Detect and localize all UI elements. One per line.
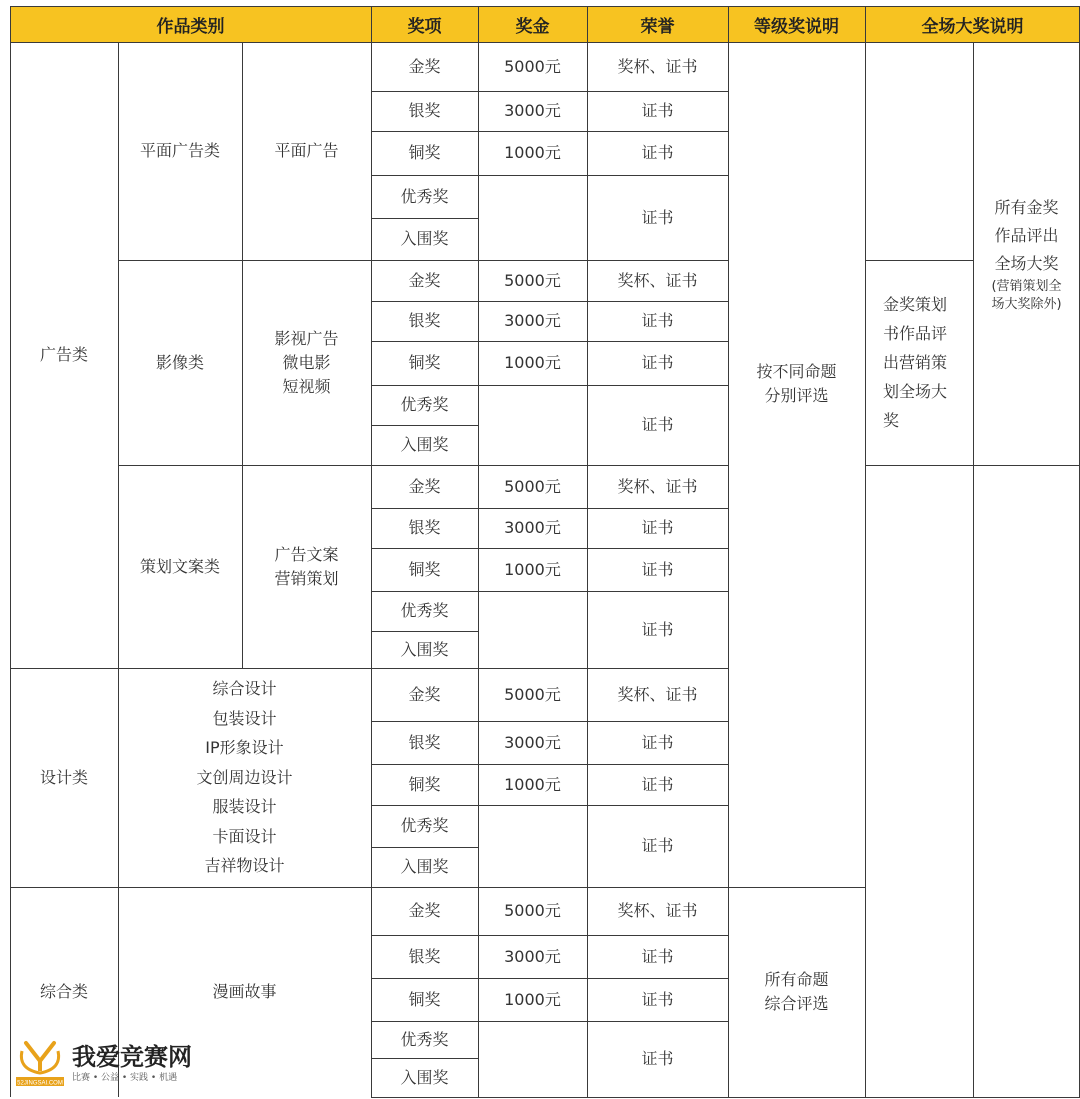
category-design: 设计类 xyxy=(39,767,88,787)
logo-domain: 52JINGSAI.COM xyxy=(17,1080,63,1087)
award-finalist: 入围奖 xyxy=(400,639,449,659)
grid-line xyxy=(728,1097,865,1098)
prize-silver: 3000元 xyxy=(504,732,561,752)
honor-silver: 证书 xyxy=(641,518,674,537)
grade-note-all-topics: 所有命题 综合评选 xyxy=(764,970,829,1013)
grid-line xyxy=(10,6,1080,7)
award-silver: 银奖 xyxy=(408,101,441,120)
header-honor: 荣誉 xyxy=(587,6,728,42)
honor-excellent-finalist: 证书 xyxy=(641,1049,674,1068)
award-silver: 银奖 xyxy=(408,311,441,330)
award-gold: 金奖 xyxy=(408,901,441,920)
honor-silver: 证书 xyxy=(641,732,674,752)
honor-excellent-finalist: 证书 xyxy=(641,619,674,639)
award-finalist: 入围奖 xyxy=(400,229,449,248)
prize-gold: 5000元 xyxy=(504,684,561,704)
sub-video: 影视广告 微电影 短视频 xyxy=(274,328,339,396)
award-silver: 银奖 xyxy=(408,946,441,966)
award-silver: 银奖 xyxy=(408,732,441,752)
sub-print: 平面广告 xyxy=(274,141,339,160)
award-bronze: 铜奖 xyxy=(408,989,441,1009)
award-bronze: 铜奖 xyxy=(408,143,441,162)
header-category: 作品类别 xyxy=(10,6,371,42)
header-award: 奖项 xyxy=(371,6,478,42)
grid-line xyxy=(371,1097,728,1098)
prize-bronze: 1000元 xyxy=(504,143,561,162)
grand-note-all-gold xyxy=(973,42,1080,465)
honor-bronze: 证书 xyxy=(641,143,674,162)
award-finalist: 入围奖 xyxy=(400,1067,449,1087)
grid-line xyxy=(865,6,866,1097)
logo-name: 我爱竞赛网 xyxy=(72,1042,192,1071)
honor-bronze: 证书 xyxy=(641,559,674,579)
honor-gold: 奖杯、证书 xyxy=(617,270,698,290)
honor-bronze: 证书 xyxy=(641,353,674,372)
award-excellent: 优秀奖 xyxy=(400,395,449,414)
grand-note-all-gold-main: 所有金奖 作品评出 全场大奖 xyxy=(994,197,1059,273)
trophy-logo-icon xyxy=(12,1039,68,1089)
sub-comic: 漫画故事 xyxy=(212,982,277,1001)
prize-gold: 5000元 xyxy=(504,270,561,290)
honor-bronze: 证书 xyxy=(641,774,674,794)
award-finalist: 入围奖 xyxy=(400,435,449,454)
grand-note-all-gold-note: (营销策划全 场大奖除外) xyxy=(991,278,1062,312)
grid-line xyxy=(865,465,1080,466)
award-excellent: 优秀奖 xyxy=(400,816,449,835)
group-copy: 策划文案类 xyxy=(139,556,220,576)
category-comprehensive: 综合类 xyxy=(39,982,88,1001)
sub-copy: 广告文案 营销策划 xyxy=(274,544,339,588)
award-excellent: 优秀奖 xyxy=(400,186,449,206)
award-gold: 金奖 xyxy=(408,476,441,496)
honor-excellent-finalist: 证书 xyxy=(641,207,674,227)
category-ad: 广告类 xyxy=(39,345,88,364)
honor-gold: 奖杯、证书 xyxy=(617,901,698,920)
honor-silver: 证书 xyxy=(641,946,674,966)
honor-gold: 奖杯、证书 xyxy=(617,476,698,496)
award-bronze: 铜奖 xyxy=(408,774,441,794)
honor-silver: 证书 xyxy=(641,101,674,120)
group-print: 平面广告类 xyxy=(139,141,220,160)
grand-note-planning: 金奖策划 书作品评 出营销策 划全场大 奖 xyxy=(883,295,948,430)
prize-silver: 3000元 xyxy=(504,311,561,330)
prize-bronze: 1000元 xyxy=(504,989,561,1009)
prize-silver: 3000元 xyxy=(504,946,561,966)
award-bronze: 铜奖 xyxy=(408,353,441,372)
site-logo xyxy=(12,1038,192,1090)
prize-gold: 5000元 xyxy=(504,56,561,76)
award-finalist: 入围奖 xyxy=(400,857,449,876)
prize-gold: 5000元 xyxy=(504,901,561,920)
honor-silver: 证书 xyxy=(641,311,674,330)
grade-note-by-topic: 按不同命题 分别评选 xyxy=(756,361,837,405)
prize-gold: 5000元 xyxy=(504,476,561,496)
award-excellent: 优秀奖 xyxy=(400,1029,449,1049)
header-grand-desc: 全场大奖说明 xyxy=(865,6,1080,42)
header-prize: 奖金 xyxy=(478,6,587,42)
award-gold: 金奖 xyxy=(408,270,441,290)
honor-excellent-finalist: 证书 xyxy=(641,836,674,855)
prize-bronze: 1000元 xyxy=(504,774,561,794)
group-video: 影像类 xyxy=(155,352,204,372)
prize-silver: 3000元 xyxy=(504,101,561,120)
logo-text xyxy=(72,1043,192,1085)
logo-slogan: 比赛 • 公益 • 实践 • 机遇 xyxy=(72,1073,178,1083)
prize-bronze: 1000元 xyxy=(504,353,561,372)
honor-bronze: 证书 xyxy=(641,989,674,1009)
award-bronze: 铜奖 xyxy=(408,559,441,579)
honor-gold: 奖杯、证书 xyxy=(617,56,698,76)
header-grade-desc: 等级奖说明 xyxy=(728,6,865,42)
prize-bronze: 1000元 xyxy=(504,559,561,579)
prize-silver: 3000元 xyxy=(504,518,561,537)
honor-excellent-finalist: 证书 xyxy=(641,415,674,434)
award-gold: 金奖 xyxy=(408,56,441,76)
sub-design: 综合设计 包装设计 IP形象设计 文创周边设计 服装设计 卡面设计 吉祥物设计 xyxy=(196,679,293,876)
grid-line xyxy=(865,1097,1080,1098)
award-gold: 金奖 xyxy=(408,684,441,704)
honor-gold: 奖杯、证书 xyxy=(617,684,698,704)
award-silver: 银奖 xyxy=(408,518,441,537)
award-excellent: 优秀奖 xyxy=(400,601,449,620)
